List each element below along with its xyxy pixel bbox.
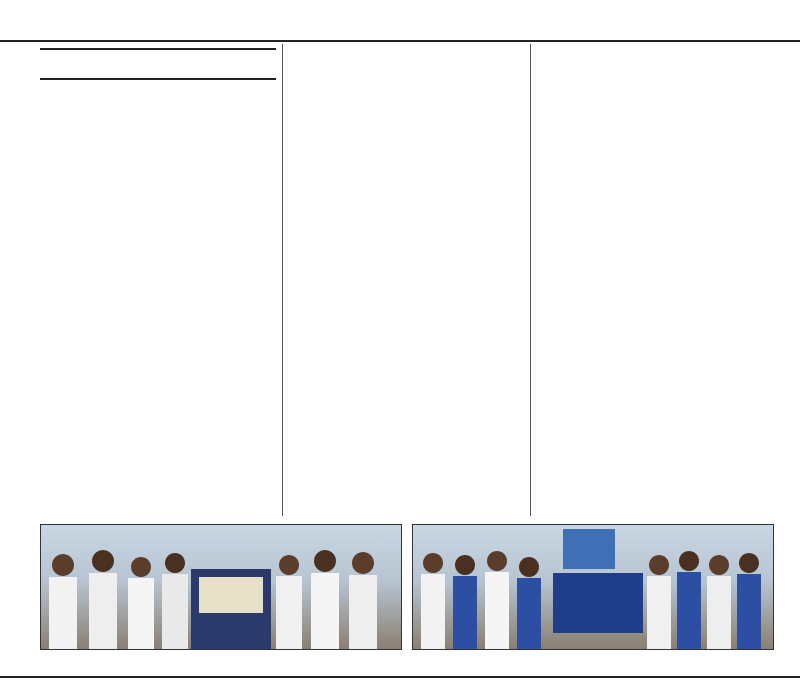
article-column-3	[536, 42, 772, 520]
people-photo-illustration	[413, 525, 773, 649]
photo-caption	[40, 650, 400, 672]
headline	[0, 0, 800, 42]
news-photo-right	[412, 524, 774, 650]
article-column-2	[288, 42, 524, 520]
article-column-1	[40, 42, 276, 520]
bottom-rule	[0, 676, 800, 678]
photo-caption	[412, 650, 772, 672]
column-divider	[282, 44, 283, 516]
people-photo-illustration	[41, 525, 401, 649]
column-divider	[530, 44, 531, 516]
section-subheading	[40, 48, 276, 80]
news-photo-left	[40, 524, 402, 650]
